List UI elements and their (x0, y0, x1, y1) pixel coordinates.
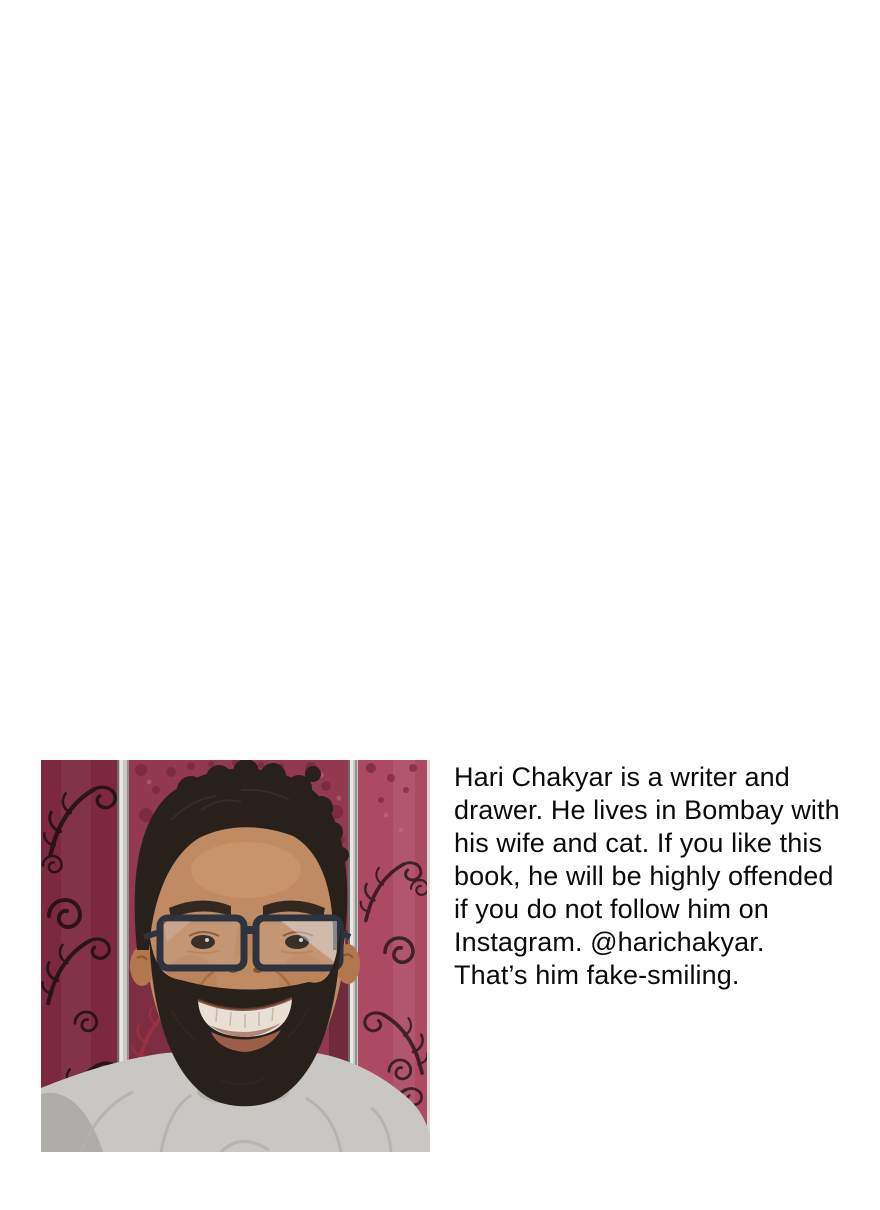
bio-line-instagram: Instagram. @harichakyar. (454, 927, 765, 957)
bio-line: book, he will be highly offended (454, 861, 834, 891)
bio-line: That’s him fake-smiling. (454, 960, 740, 990)
bio-line: Hari Chakyar is a writer and (454, 762, 790, 792)
bio-line: his wife and cat. If you like this (454, 828, 823, 858)
bio-line: if you do not follow him on (454, 894, 769, 924)
author-photo (41, 760, 430, 1152)
author-photo-svg (41, 760, 430, 1152)
author-bio (454, 761, 854, 992)
bio-line: drawer. He lives in Bombay with (454, 795, 840, 825)
